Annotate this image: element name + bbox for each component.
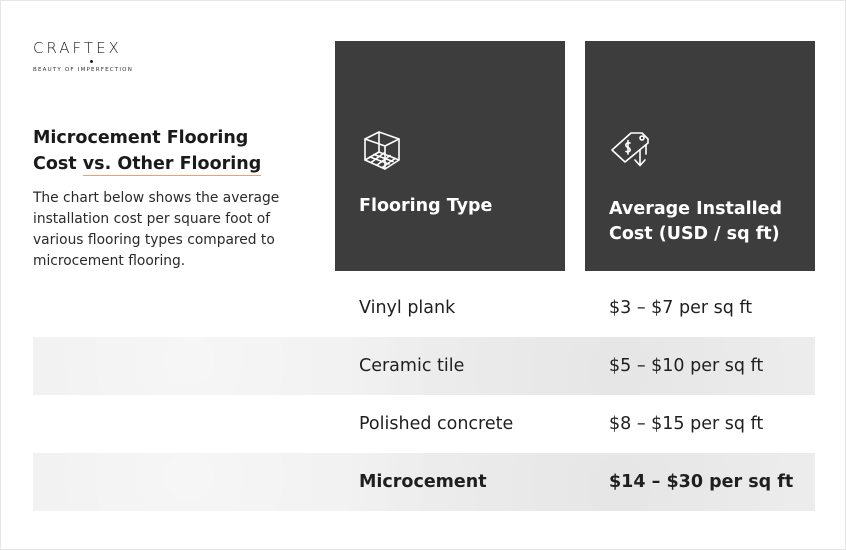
row-flooring-type: Vinyl plank bbox=[359, 298, 456, 318]
logo-wordmark: CRAFTEX bbox=[33, 39, 122, 57]
header-flooring-type bbox=[335, 41, 565, 271]
row-cost: $14 – $30 per sq ft bbox=[609, 472, 794, 492]
logo-tagline: BEAUTY OF IMPERFECTION bbox=[33, 67, 134, 73]
row-flooring-type: Microcement bbox=[359, 472, 487, 492]
row-cost: $5 – $10 per sq ft bbox=[609, 356, 764, 376]
chart-description: The chart below shows the average installation cost per square foot of various flooring types compared to microcement flooring. bbox=[33, 190, 280, 269]
table-row bbox=[33, 337, 815, 395]
row-cost: $3 – $7 per sq ft bbox=[609, 298, 753, 318]
title-line-2-plain: Cost bbox=[33, 154, 83, 174]
logo-dot bbox=[90, 60, 93, 63]
tile-cube-icon bbox=[359, 129, 405, 175]
table-row bbox=[33, 395, 815, 453]
title-line-2 bbox=[33, 151, 323, 177]
row-cost: $8 – $15 per sq ft bbox=[609, 414, 764, 434]
craftex-logo bbox=[33, 39, 153, 73]
header-average-cost bbox=[585, 41, 815, 271]
row-flooring-type: Ceramic tile bbox=[359, 356, 465, 376]
page-title bbox=[33, 125, 323, 177]
row-flooring-type: Polished concrete bbox=[359, 414, 514, 434]
title-underlined-text: vs. Other Flooring bbox=[82, 154, 262, 174]
column-header-cost-line-1: Average Installed bbox=[609, 199, 783, 219]
column-header-cost-line-2: Cost (USD / sq ft) bbox=[609, 224, 780, 244]
table-row-highlighted bbox=[33, 453, 815, 511]
price-tag-dollar-icon bbox=[609, 129, 655, 175]
table-row bbox=[33, 279, 815, 337]
column-header-flooring-type: Flooring Type bbox=[359, 196, 493, 216]
title-line-1: Microcement Flooring bbox=[33, 128, 249, 148]
column-header-average-cost bbox=[609, 197, 809, 247]
